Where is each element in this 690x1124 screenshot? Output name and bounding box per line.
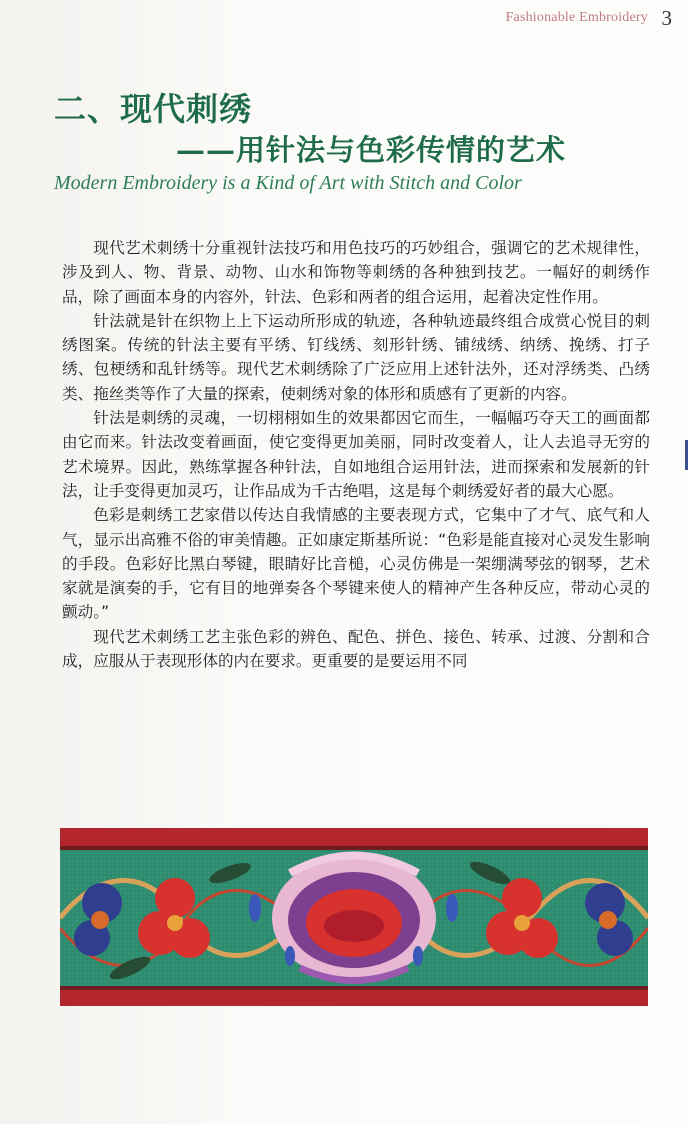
paragraph: 现代艺术刺绣工艺主张色彩的辨色、配色、拼色、接色、转承、过渡、分割和合成，应服从于表现形体的内在要求。更重要的是要运用不同 [62, 627, 650, 671]
body-text [62, 236, 650, 673]
edge-mark [685, 440, 688, 470]
paragraph: 针法就是针在织物上上下运动所形成的轨迹，各种轨迹最终组合成赏心悦目的刺绣图案。传统的针法主要有平绣、钉线绣、刻形针绣、铺绒绣、纳绣、挽绣、打子绣、包梗绣和乱针绣等。现代艺术刺绣除了广泛应用上述针法外，还对浮绣类、凸绣类、拖丝类等作了大量的探索，使刺绣对象的体形和质感有了更新的内容。 [62, 311, 650, 403]
running-head: Fashionable Embroidery [505, 10, 648, 25]
page-title: 二、现代刺绣 [54, 90, 253, 128]
paragraph: 色彩是刺绣工艺家借以传达自我情感的主要表现方式，它集中了才气、底气和人气，显示出高雅不俗的审美情趣。正如康定斯基所说：“色彩是能直接对心灵发生影响的手段。色彩好比黑白琴键，眼睛好比音槌，心灵仿佛是一架绷满琴弦的钢琴，艺术家就是演奏的手，它有目的地弹奏各个琴键来使人的精神产生各种反应，带动心灵的颤动。” [62, 506, 650, 622]
page-subtitle: ——用针法与色彩传情的艺术 [176, 133, 567, 167]
page-number: 3 [661, 6, 672, 30]
embroidery-band-image [60, 828, 648, 1006]
paragraph: 现代艺术刺绣十分重视针法技巧和用色技巧的巧妙组合，强调它的艺术规律性，涉及到人、物、背景、动物、山水和饰物等刺绣的各种独到技艺。一幅好的刺绣作品，除了画面本身的内容外，针法、色彩和两者的组合运用，起着决定性作用。 [62, 239, 650, 306]
paragraph: 针法是刺绣的灵魂，一切栩栩如生的效果都因它而生，一幅幅巧夺天工的画面都由它而来。针法改变着画面，使它变得更加美丽，同时改变着人，让人去追寻无穷的艺术境界。因此，熟练掌握各种针法，自如地组合运用针法，进而探索和发展新的针法，让手变得更加灵巧，让作品成为千古绝唱，这是每个刺绣爱好者的最大心愿。 [62, 409, 650, 500]
english-subtitle: Modern Embroidery is a Kind of Art with Stitch and Color [54, 172, 522, 194]
